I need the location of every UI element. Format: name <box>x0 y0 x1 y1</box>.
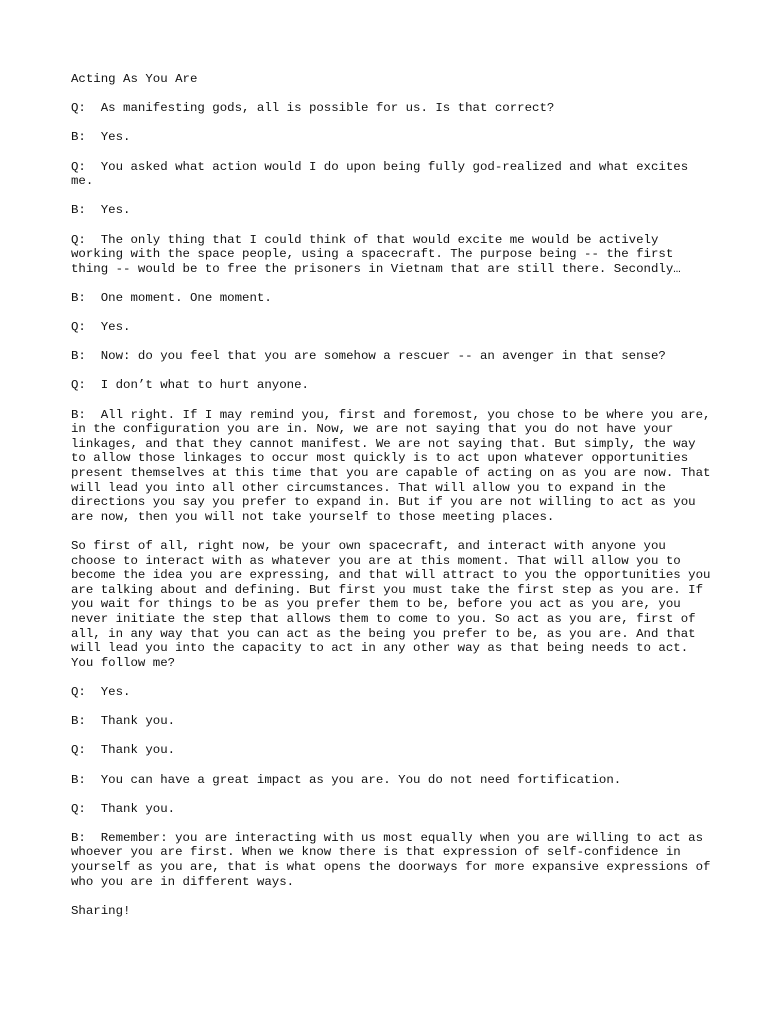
paragraph-question-5: Q: I don’t what to hurt anyone. <box>71 378 309 393</box>
paragraph-question-8: Q: Thank you. <box>71 801 176 816</box>
paragraph-answer-5-continued: So first of all, right now, be your own spacecraft, and interact with anyone you choose to interact with as whatever you are at this moment. That will allow you to become the idea you are expressing, and that will attract to you the opportunities you are talking about and defining. But first you must take the first step as you are. If you wait for things to be as you prefer them to be, before you act as you are, you never initiate the step that allows them to come to you. So act as you are, first of all, in any way that you can act as the being you prefer to be, as you are. And that will lead you into the capacity to act in any other way as that being needs to act. You follow me? <box>71 539 718 670</box>
paragraph-question-1: Q: As manifesting gods, all is possible for us. Is that correct? <box>71 101 555 116</box>
paragraph-answer-3: B: One moment. One moment. <box>71 290 272 305</box>
paragraph-question-2: Q: You asked what action would I do upon being fully god-realized and what excites me. <box>71 159 696 189</box>
paragraph-answer-7: B: You can have a great impact as you are. You do not need fortification. <box>71 772 622 787</box>
paragraph-question-4: Q: Yes. <box>71 320 131 335</box>
paragraph-answer-8: B: Remember: you are interacting with us most equally when you are willing to act as whoever you are first. When we know there is that expression of self-confidence in yourself as you are, that is what opens the doorways for more expansive expressions of who you are in different ways. <box>71 830 718 889</box>
paragraph-answer-6: B: Thank you. <box>71 714 176 729</box>
paragraph-answer-2: B: Yes. <box>71 203 131 218</box>
paragraph-answer-5: B: All right. If I may remind you, first and foremost, you chose to be where you are, in the configuration you are in. Now, we are not saying that you do not have your linkages, and that they cannot manifest. We are not saying that. But simply, the way to allow those linkages to occur most quickly is to act upon whatever opportunities present themselves at this time that you are capable of acting on as you are now. That will lead you into all other circumstances. That will allow you to expand in the directions you say you prefer to expand in. But if you are not willing to act as you are now, then you will not take yourself to those meeting places. <box>71 407 718 524</box>
paragraph-question-7: Q: Thank you. <box>71 743 176 758</box>
paragraph-question-3: Q: The only thing that I could think of that would excite me would be actively working with the space people, using a spacecraft. The purpose being -- the first thing -- would be to free the prisoners in Vietnam that are still there. Secondly… <box>71 232 681 276</box>
document-page <box>71 72 718 933</box>
paragraph-answer-1: B: Yes. <box>71 130 131 145</box>
closing-line: Sharing! <box>71 903 131 918</box>
paragraph-question-6: Q: Yes. <box>71 684 131 699</box>
paragraph-answer-4: B: Now: do you feel that you are somehow a rescuer -- an avenger in that sense? <box>71 349 666 364</box>
document-title: Acting As You Are <box>71 72 198 86</box>
